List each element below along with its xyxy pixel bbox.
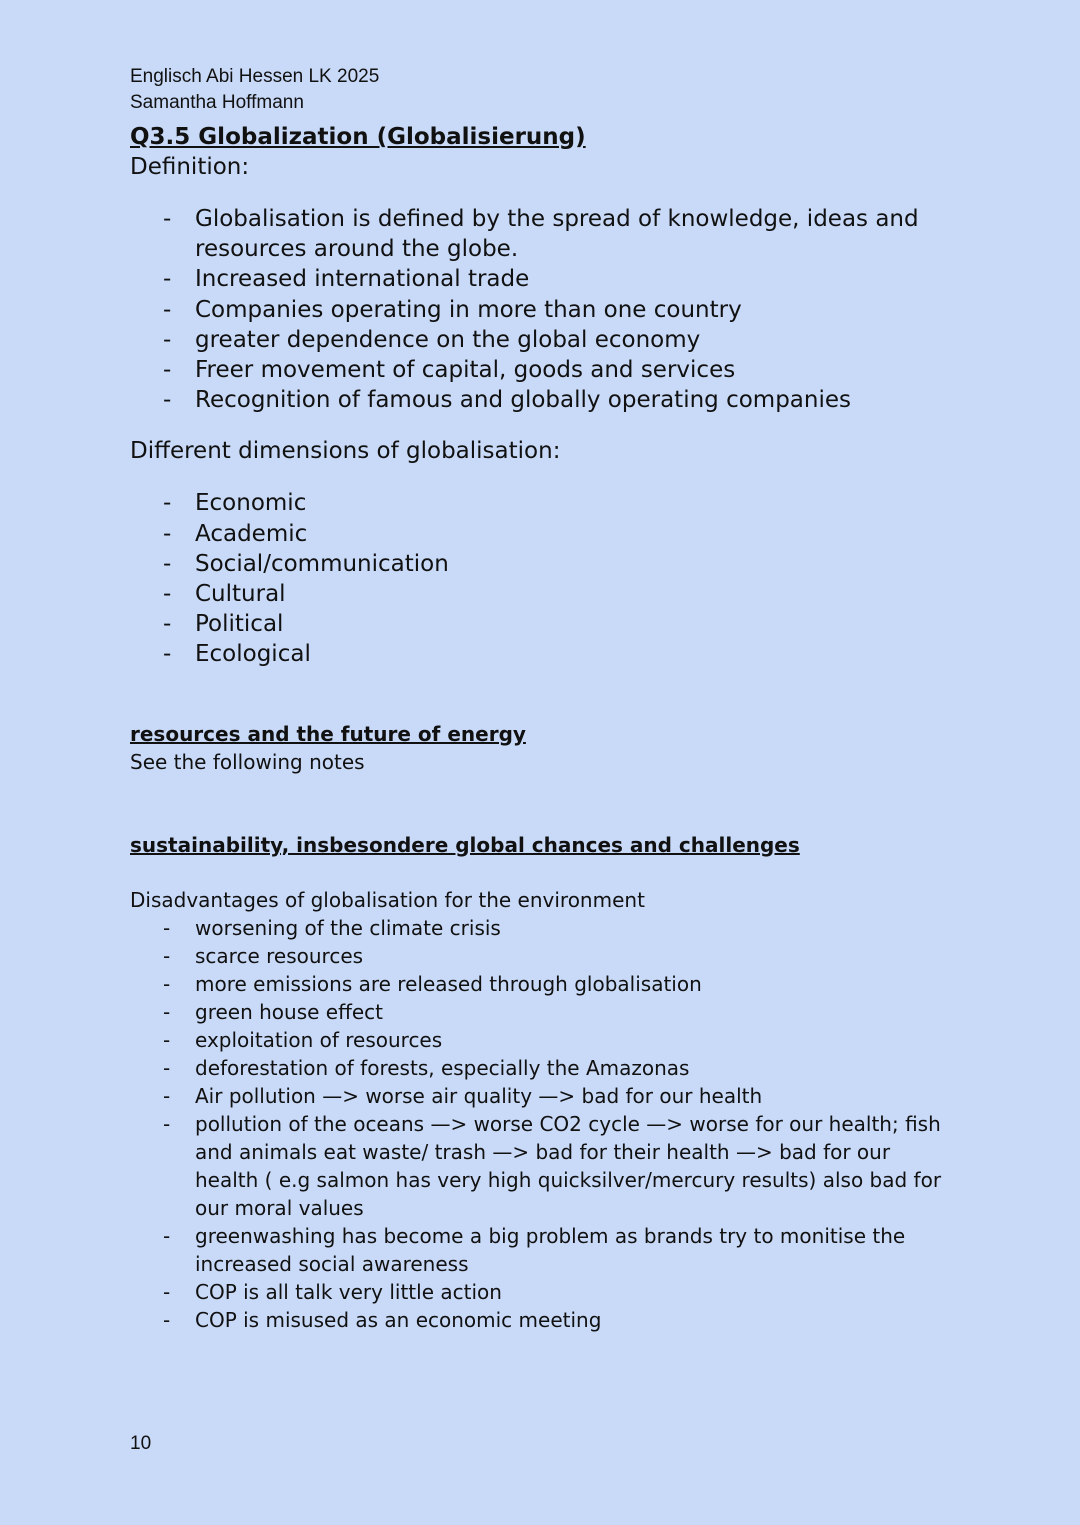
list-item: - exploitation of resources (130, 1026, 950, 1054)
section-title: Q3.5 Globalization (Globalisierung) (130, 124, 586, 150)
list-item: - scarce resources (130, 942, 950, 970)
list-item: - greenwashing has become a big problem as brands try to monitise the increased social awareness (130, 1222, 950, 1278)
resources-note: See the following notes (130, 749, 365, 774)
sustainability-intro: Disadvantages of globalisation for the environment (130, 887, 645, 912)
list-item: - Ecological (130, 639, 950, 669)
list-item: - pollution of the oceans —> worse CO2 cycle —> worse for our health; fish and animals eat waste/ trash —> bad for their health —> bad for our health ( e.g salmon has very high quicksilver/mercury results) also bad for our moral values (130, 1110, 950, 1222)
list-item: - Economic (130, 488, 950, 518)
list-item: - Cultural (130, 579, 950, 609)
dimensions-label: Different dimensions of globalisation: (130, 438, 561, 465)
list-item: - Recognition of famous and globally operating companies (130, 385, 950, 415)
list-item: - COP is all talk very little action (130, 1278, 950, 1306)
definition-list (130, 204, 950, 415)
list-item: - Academic (130, 519, 950, 549)
resources-heading: resources and the future of energy (130, 721, 526, 746)
disadvantages-list (130, 914, 950, 1334)
list-item: - Freer movement of capital, goods and services (130, 355, 950, 385)
dimensions-list (130, 488, 950, 669)
list-item: - Globalisation is defined by the spread of knowledge, ideas and resources around the globe. (130, 204, 950, 264)
list-item: - Increased international trade (130, 264, 950, 294)
document-page (130, 64, 950, 1334)
list-item: - green house effect (130, 998, 950, 1026)
list-item: - worsening of the climate crisis (130, 914, 950, 942)
list-item: - deforestation of forests, especially the Amazonas (130, 1054, 950, 1082)
list-item: - Companies operating in more than one country (130, 295, 950, 325)
list-item: - COP is misused as an economic meeting (130, 1306, 950, 1334)
header-course: Englisch Abi Hessen LK 2025 (130, 66, 380, 87)
sustainability-heading: sustainability, insbesondere global chances and challenges (130, 832, 800, 857)
definition-label: Definition: (130, 154, 250, 180)
list-item: - more emissions are released through globalisation (130, 970, 950, 998)
list-item: - greater dependence on the global economy (130, 325, 950, 355)
list-item: - Social/communication (130, 549, 950, 579)
list-item: - Political (130, 609, 950, 639)
header-author: Samantha Hoffmann (130, 92, 304, 113)
page-number: 10 (130, 1433, 152, 1454)
list-item: - Air pollution —> worse air quality —> bad for our health (130, 1082, 950, 1110)
